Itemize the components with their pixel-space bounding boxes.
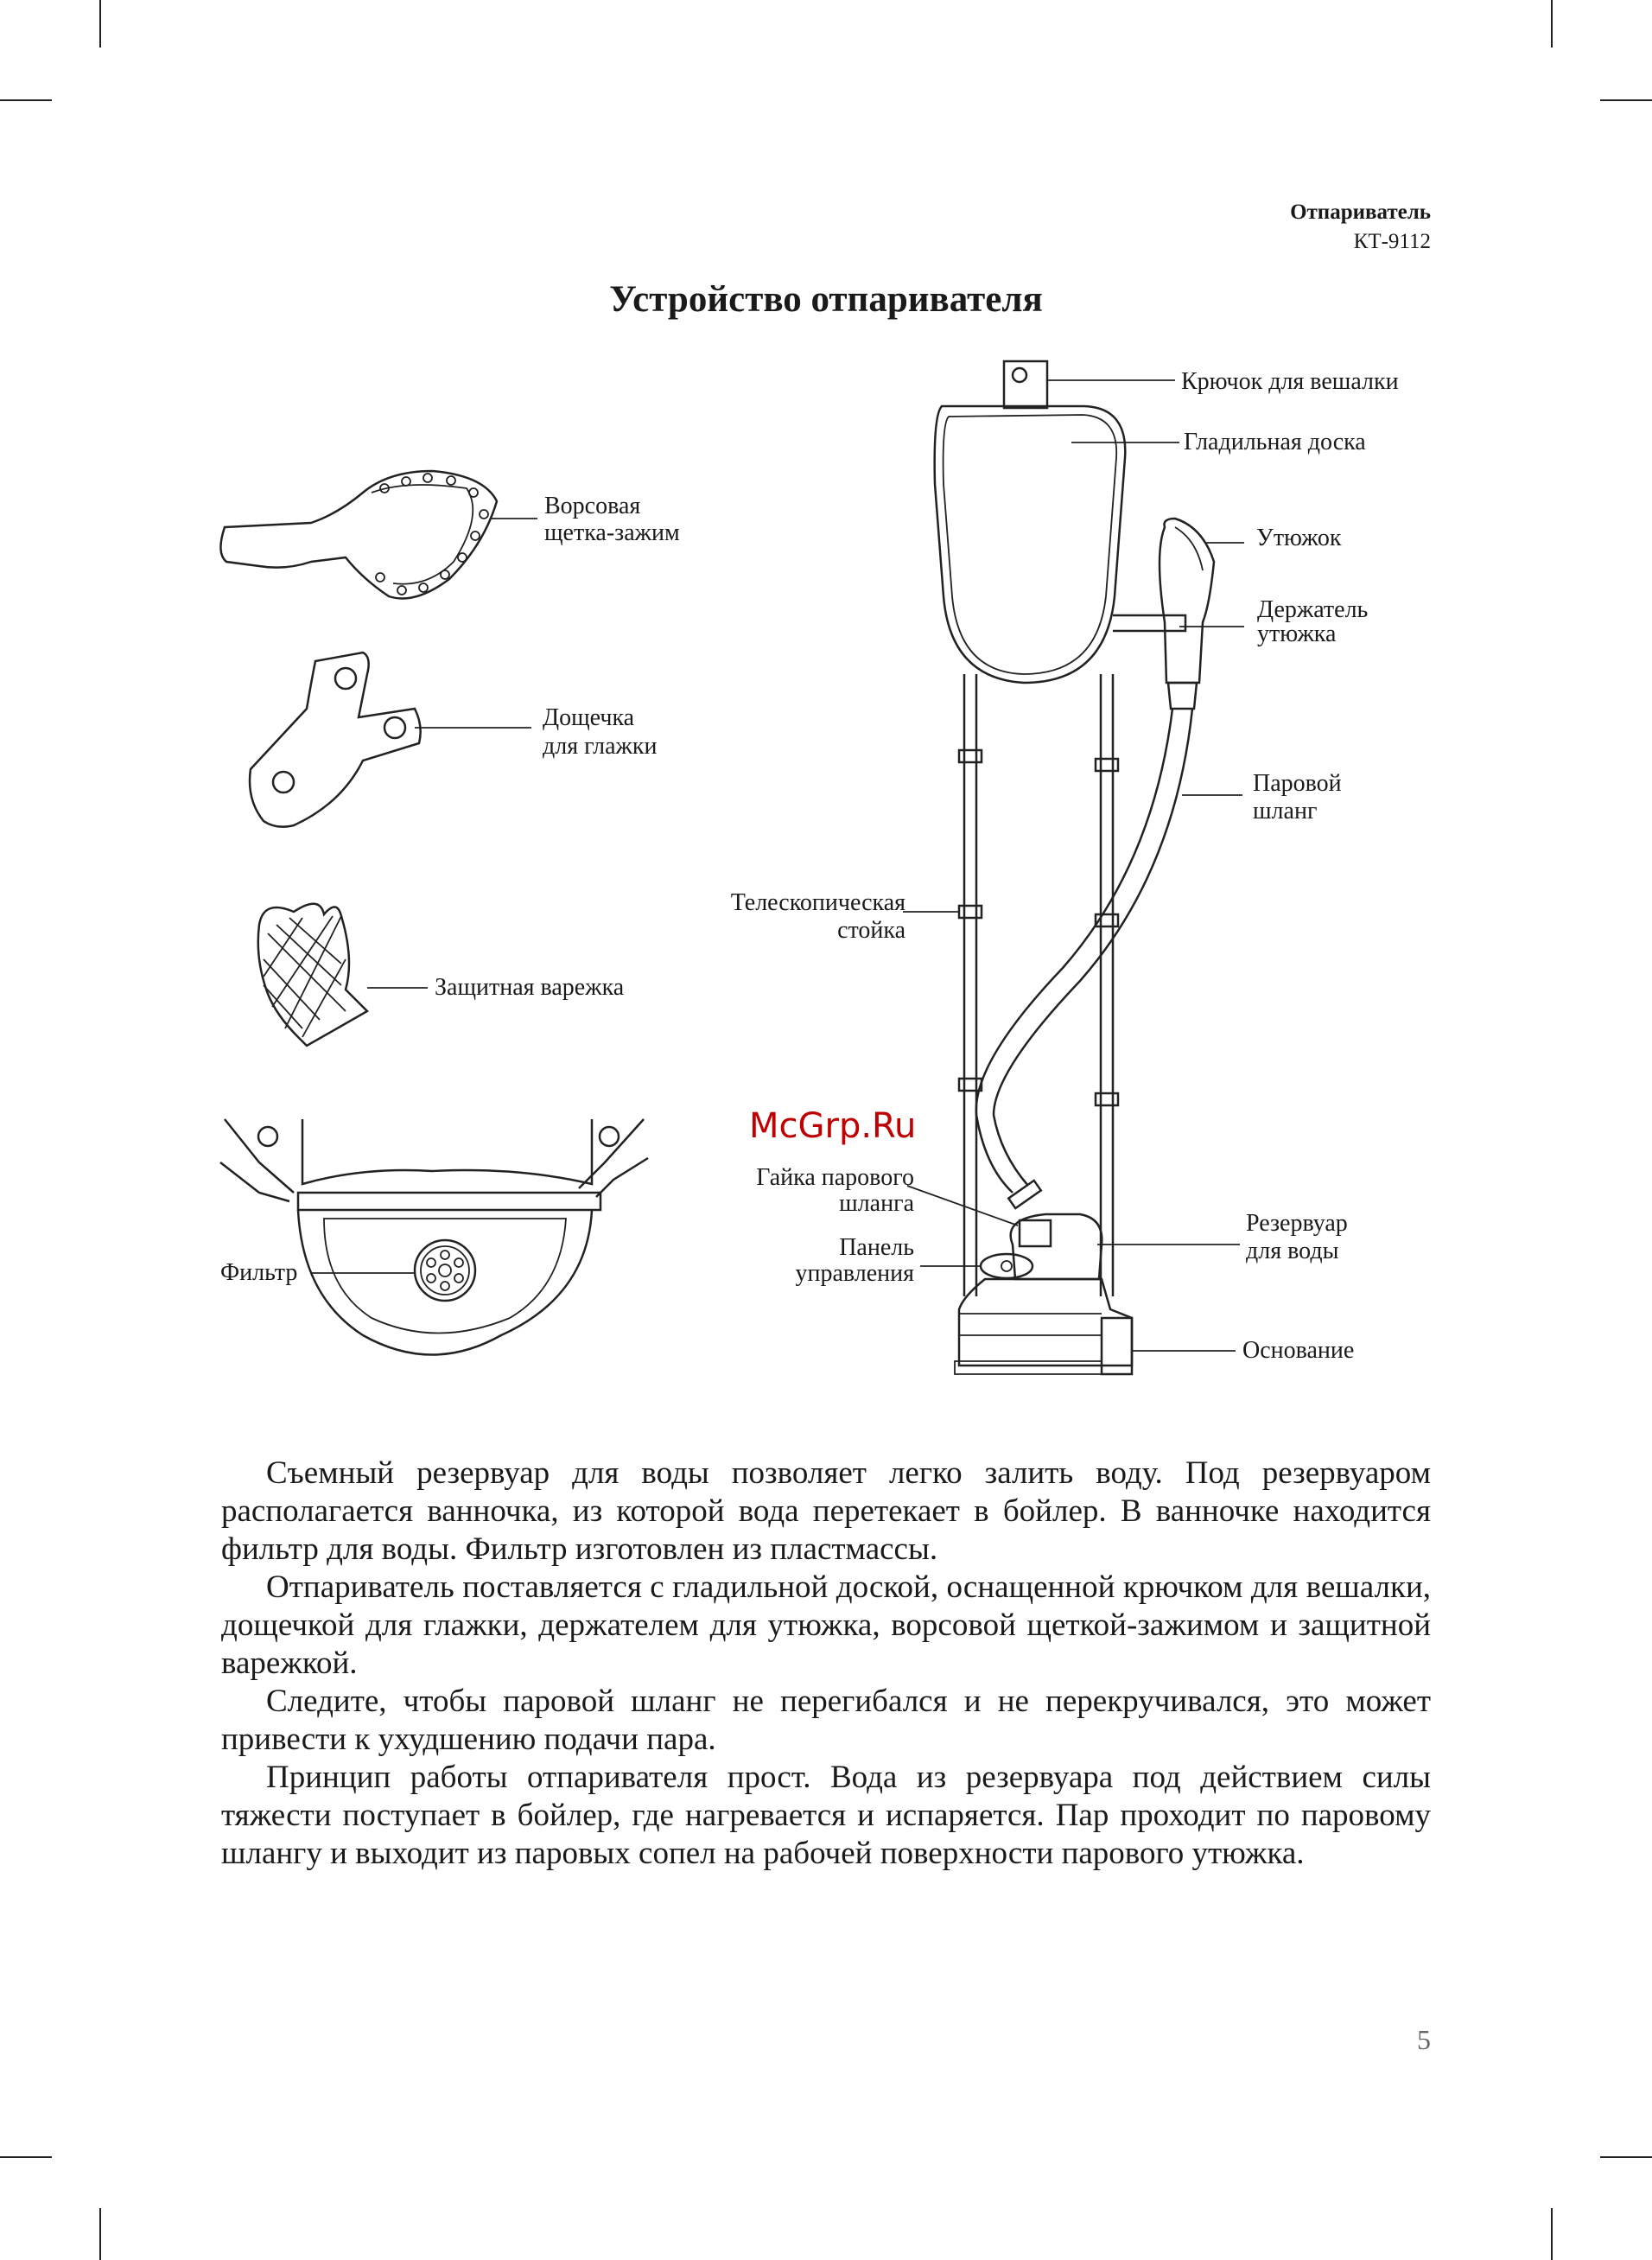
hose-nut [1008, 1181, 1041, 1208]
label-hose-nut-2: шланга [839, 1190, 914, 1217]
steamer-base [959, 1279, 1132, 1366]
label-hanger-hook: Крючок для вешалки [1181, 368, 1399, 395]
label-ironing-plate-2: для глажки [543, 733, 658, 760]
label-ironing-plate-1: Дощечка [543, 704, 635, 731]
paragraph: Отпариватель поставляется с гладильной доской, оснащенной крючком для вешалки, дощечкой для глажки, держателем для утюжка, ворсовой щеткой-зажимом и защитной варежкой. [221, 1569, 1431, 1681]
label-hose-nut-1: Гайка парового [756, 1164, 914, 1191]
paragraph: Следите, чтобы паровой шланг не перегибался и не перекручивался, это может привести к ухудшению подачи пара. [221, 1684, 1431, 1757]
telescopic-pole-left [964, 674, 976, 1296]
iron-holder-arm [1113, 615, 1185, 631]
label-water-tank-1: Резервуар [1246, 1210, 1348, 1237]
header-title: Отпариватель [1290, 201, 1431, 224]
steamer-illustration [903, 361, 1244, 1374]
watermark: McGrp.Ru [749, 1106, 917, 1146]
body-text [221, 1455, 1431, 1873]
label-water-tank-2: для воды [1246, 1238, 1339, 1264]
filter-tray-illustration [220, 1119, 648, 1355]
label-filter: Фильтр [220, 1259, 298, 1286]
label-steam-iron: Утюжок [1256, 525, 1342, 551]
hanger-hook [1004, 361, 1047, 408]
ironing-plate-illustration [250, 653, 531, 827]
label-brush-clamp-2: щетка-зажим [544, 519, 680, 546]
steam-hose [976, 709, 1172, 1193]
label-mitten: Защитная варежка [435, 974, 625, 1001]
page-number: 5 [1417, 2024, 1431, 2055]
ironing-board [935, 406, 1126, 683]
label-brush-clamp-1: Ворсовая [544, 493, 641, 519]
label-base: Основание [1242, 1337, 1355, 1364]
label-telescopic-stand-1: Телескопическая [730, 889, 905, 916]
page-title: Устройство отпаривателя [609, 279, 1043, 320]
hook-hole [1013, 368, 1026, 382]
paragraph: Принцип работы отпаривателя прост. Вода из резервуара под действием силы тяжести поступает в бойлер, где нагревается и испаряется. Пар проходит по паровому шлангу и выходит из паровых сопел на рабочей поверхности парового утюжка. [221, 1760, 1431, 1871]
mitten-illustration [258, 904, 428, 1046]
header-model: КТ-9112 [1353, 230, 1431, 253]
label-ironing-board: Гладильная доска [1184, 429, 1366, 455]
telescopic-pole-right [1101, 674, 1113, 1296]
label-steam-hose-1: Паровой [1253, 770, 1342, 797]
brush-clamp-illustration [220, 471, 537, 599]
paragraph: Съемный резервуар для воды позволяет легко залить воду. Под резервуаром располагается ванночка, из которой вода перетекает в бойлер. В ванночке находится фильтр для воды. Фильтр изготовлен из пластмассы. [221, 1455, 1431, 1567]
label-control-panel-1: Панель [839, 1234, 914, 1261]
label-control-panel-2: управления [795, 1260, 914, 1287]
label-steam-hose-2: шланг [1253, 798, 1318, 824]
control-panel [981, 1254, 1032, 1278]
filter [415, 1240, 475, 1301]
label-telescopic-stand-2: стойка [837, 917, 905, 944]
label-iron-holder-2: утюжка [1257, 621, 1337, 647]
label-iron-holder-1: Держатель [1257, 596, 1369, 623]
